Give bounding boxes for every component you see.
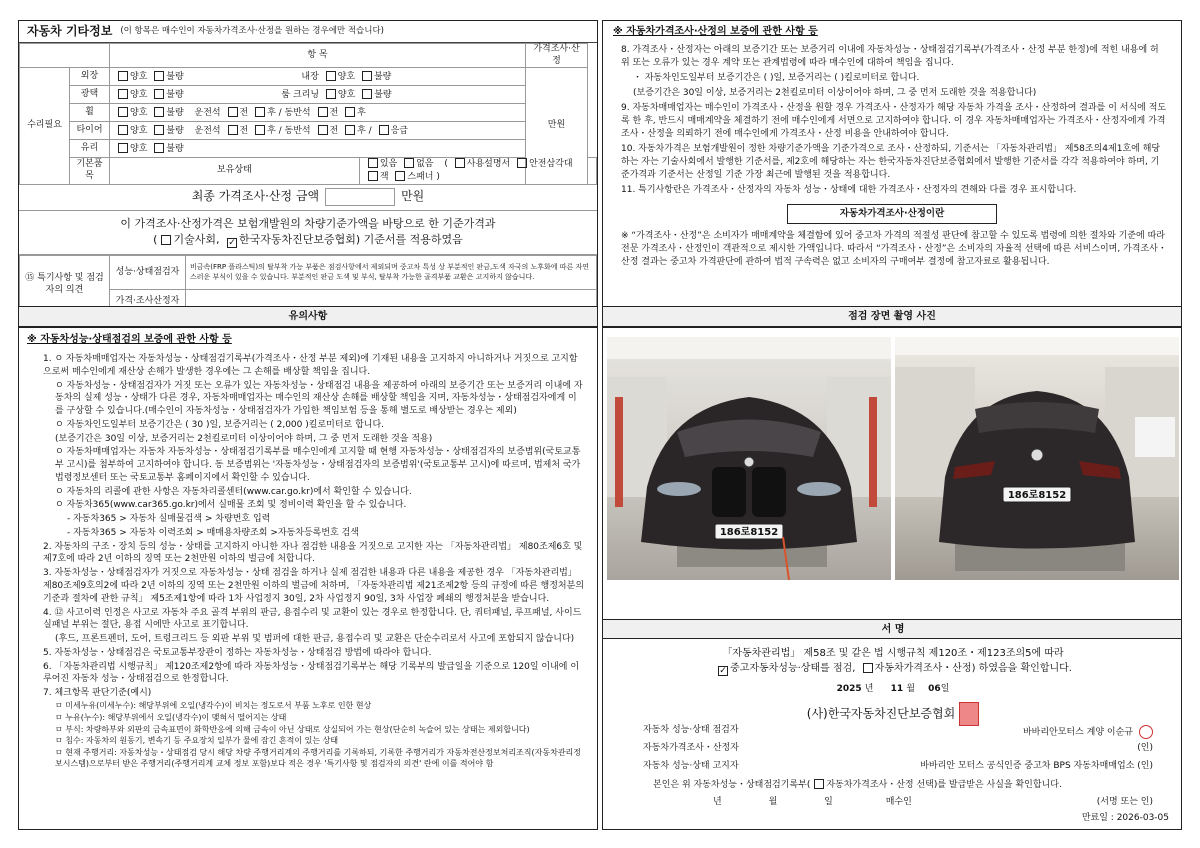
inspection-photos [603,337,1182,582]
photo-sign-panel [602,306,1182,830]
criteria-item: ㅁ 침수: 자동차의 원동기, 변속기 등 주요장치 일부가 물에 잠긴 흔적이 있는 상태 [55,736,339,746]
sign-header: 서 명 [603,619,1182,639]
checkbox[interactable] [161,235,171,245]
warranty-item: ・ 자동차인도일부터 보증기간은 ( )일, 보증거리는 ( )킬로미터로 합니다. [633,73,920,84]
note-item: 3. 자동차성능・상태점검자가 거짓으로 자동차성능・상태 점검을 하거나 실제 점검한 내용과 다른 내용을 제공한 경우 「자동차관리법」 제80조제9호의2에 따라 2년 이하의 징역 또는 2천만원 이하의 벌금에 처하며, 「자동차관리법 제21조제2항 등의 규정에 따른 행정처분의 기준과 절차에 관한 규칙」 제5조제1항에 따라 1차 사업정지 30일, 2차 사업정지 90일, 3차 사업장 폐쇄의 행정처분을 받습니다. [43,568,585,604]
price-checker-label: 가격·조사산정자 [110,290,186,314]
perf-checker-opinion: 비금속(FRP 플라스틱)의 탈부착 가능 부품은 점검사항에서 제외되며 중고차 특성 상 부분적인 판금,도색 자국의 노후화에 따른 자연스러운 부식이 있을 수 있습니다. 부분적인 판금 도색 및 부식, 탈부착 가능한 골격부품 교환은 고지하지 않습니다. [186,256,597,290]
checkbox[interactable] [863,663,873,673]
criteria-item: ㅁ 누유(누수): 해당부위에서 오일(냉각수)이 맺혀서 떨어지는 상태 [55,712,287,722]
photo-header: 점검 장면 촬영 사진 [603,307,1181,327]
car-rear-image [895,337,1179,580]
wheel-row: 양호 불량 운전석 전 후 / 동반석 전 후 [110,104,526,122]
checkbox[interactable] [228,107,238,117]
note-item: 4. ⑫ 사고이력 인정은 사고로 자동차 주요 골격 부위의 판금, 용접수리 및 교환이 있는 경우로 한정합니다. 단, 쿼터패널, 루프패널, 사이드실패널 부위는 절단, 용접 시에만 사고로 표기합니다. [43,607,582,631]
expire-date: 만료일 : 2026-03-05 [1081,813,1169,824]
special-notes-label: ⑮ 특기사항 및 점검자의 의견 [20,256,110,314]
warranty-item: 11. 특기사항란은 가격조사・산정자의 자동차 성능・상태에 대한 가격조사・산정자의 견해와 다를 경우 표시합니다. [621,185,1077,196]
org-stamp-icon [959,702,979,726]
confirm-row: 본인은 위 자동차성능・상태점검기록부( 자동차가격조사・산정 선택)를 발급받은 사실을 확인합니다. [653,780,1062,790]
buyer-row: 년 월 일 매수인 (서명 또는 인) [713,797,1153,807]
note-item: - 자동차365 > 자동차 이력조회 > 매매용차량조회 >자동차등록번호 검색 [67,527,359,538]
checkbox[interactable] [368,171,378,181]
notes-header: 유의사항 [19,307,597,327]
gloss-label: 광택 [70,86,110,104]
checkbox[interactable] [517,158,527,168]
criteria-item: ㅁ 미세누유(미세누수): 해당부위에 오일(냉각수)이 비치는 정도로서 부품 노후로 인한 현상 [55,700,372,710]
note-item: ㅇ 자동차의 리콜에 관한 사항은 자동차리콜센터(www.car.go.kr)에서 확인할 수 있습니다. [55,486,412,497]
glass-row: 양호 불량 [110,140,526,158]
other-info-title-row [19,21,597,43]
checkbox[interactable] [118,107,128,117]
notes-title: ※ 자동차성능·상태점검의 보증에 관한 사항 등 [27,334,232,345]
basic-items-label: 기본품목 [70,158,110,184]
note-item: - 자동차365 > 자동차 실매물검색 > 차량번호 입력 [67,514,271,525]
repair-table [19,43,597,185]
checkbox[interactable] [345,125,355,135]
checkbox[interactable] [395,171,405,181]
tire-row: 양호 불량 운전석 전 후 / 동반석 전 후 / 응급 [110,122,526,140]
price-warranty-title: ※ 자동차가격조사·산정의 보증에 관한 사항 등 [613,26,818,37]
wheel-label: 휠 [70,104,110,122]
other-info-subtitle: (이 항목은 매수인이 자동차가격조사·산정을 원하는 경우에만 적습니다) [120,25,384,36]
price-basis [19,211,597,255]
sign-org: (사)한국자동차진단보증협회 [603,702,1182,726]
price-unit-won: 만원 [525,68,587,184]
notes-panel [18,306,598,830]
front-plate-text: 186로8152 [719,527,779,538]
interior-label: 내장 [301,71,319,82]
col-item-header: 항 목 [110,44,526,68]
note-item: 5. 자동차성능・상태점검은 국토교통부장관이 정하는 자동차성능・상태점검 방법에 따라야 합니다. [43,647,432,658]
criteria-item: ㅁ 현재 주행거리: 자동차성능・상태점검 당시 해당 차량 주행거리계의 주행거리를 기록하되, 기록한 주행거리가 자동차전산정보처리조직(자동차관리정보시스템)으로부터 받은 주행거리(주행거리계 교체 정보 포함)보다 적은 경우 '특기사항 및 점검자의 의견' 란에 이를 적어야 함 [55,748,582,768]
basis-line1: 이 가격조사·산정가격은 보험개발원의 차량기준가액을 바탕으로 한 기준가격과 [120,216,496,230]
warranty-item: 9. 자동차매매업자는 매수인이 가격조사・산정을 원할 경우 가격조사・산정자가 해당 자동차 가격을 조사・산정하여 결과를 이 서식에 적도록 한 후, 반드시 매매계약을 체결하기 전에 매수인에게 서면으로 고지하여야 합니다. 이 경우 자동차매매업자는 가격조사・산정자에게 가격조사・산정을 의뢰하기 전에 매수인에게 가격조사・산정 비용을 안내하여야 합니다. [621,103,1167,140]
perf-checker-label: 성능·상태점검자 [110,256,186,290]
final-price-row [19,185,597,211]
note-item: ㅇ 자동차성능・상태점검자가 거짓 또는 오류가 있는 자동차성능・상태점검 내용을 제공하여 아래의 보증기간 또는 보증거리 이내에 자동차의 실제 성능・상태가 다른 경우, 자동차매매업자는 매수인의 재산상 손해를 배상할 책임을 지며, 자동차성능・상태점검자에게 이를 구상할 수 있습니다.(매수인이 자동차성능・상태점검자가 가입한 책임보험 등을 통해 별도로 배상받는 경우는 제외) [55,380,583,417]
checkbox[interactable] [368,158,378,168]
car-rear-photo [895,337,1179,580]
perf-checker-row: 자동차 성능·상태 점검자 바바리안모터스 계양 이순규 [643,725,1163,737]
final-price-label: 최종 가격조사·산정 금액 [191,189,320,204]
note-item: (후드, 프론트펜더, 도어, 트렁크리드 등 외판 부위 및 범퍼에 대한 판금, 용접수리 및 교환은 단순수리로서 사고에 포함되지 않습니다) [55,634,575,645]
warranty-item: 8. 가격조사・산정자는 아래의 보증기간 또는 보증거리 이내에 자동차성능・상태점검기록부(가격조사・산정 부분 한정)에 적힌 내용에 허위 또는 오류가 있는 경우 계약 또는 관계법령에 따라 매수인에 대하여 책임을 집니다. [621,45,1159,69]
checkbox[interactable] [362,89,372,99]
checkbox[interactable] [118,89,128,99]
col-price-header: 가격조사·산정 [525,44,587,68]
note-item: 2. 자동차의 구조・장치 등의 성능・상태를 고지하지 아니한 자나 점검한 내용을 거짓으로 고지한 자는 「자동차관리법」 제80조제6호 및 제7호에 따라 2년 이하의 징역 또는 2천만원 이하의 벌금에 처합니다. [43,541,583,565]
price-warranty-panel [602,20,1182,328]
checkbox[interactable] [255,107,265,117]
note-item: ㅇ 자동차인도일부터 보증기간은 ( 30 )일, 보증거리는 ( 2,000 )킬로미터로 합니다. [55,419,385,430]
checkbox[interactable] [118,143,128,153]
exterior-label: 외장 [70,68,110,86]
rear-plate-text: 186로8152 [1007,490,1067,501]
warranty-item: 10. 자동차가격은 보험개발원이 정한 차량기준가액을 기준가격으로 조사・산정하되, 기준서는 「자동차관리법」 제58조의4제1호에 해당하는 자는 기술사회에서 발행한 기준서를, 제2호에 해당하는 자는 한국자동차진단보증협회에서 발행한 기준서를 각각 적용하여야 하며, 기준가격과 기준서는 산정일 기준 가장 최근에 발행된 것을 적용합니다. [621,144,1161,181]
checkbox[interactable] [154,107,164,117]
checkbox-checked[interactable]: ✓ [719,666,727,676]
gloss-row: 양호 불량 룸 크리닝 양호 불량 [110,86,526,104]
vehicle-other-info-panel [18,20,598,328]
repair-needed-label: 수리필요 [20,68,70,184]
checkbox[interactable] [154,89,164,99]
checkbox[interactable] [318,107,328,117]
notifier-row: 자동차 성능·상태 고지자 바바리안 모터스 공식인증 중고차 BPS 자동차매매업소 (인) [643,761,1153,771]
note-item: (보증기간은 30일 이상, 보증거리는 2천킬로미터 이상이어야 하며, 그 중 먼저 도래한 것을 적용) [55,433,433,444]
exterior-row: 양호 불량 내장 양호 불량 [110,68,526,86]
sign-line2: ✓ 중고자동차성능·상태를 점검, 자동차가격조사・산정) 하였음을 확인합니다. [719,663,1072,676]
price-checker-row: 자동차가격조사・산정자 (인) [643,743,1153,753]
checkbox[interactable] [154,71,164,81]
checkbox[interactable] [318,125,328,135]
checkbox[interactable] [255,125,265,135]
checkbox[interactable] [362,71,372,81]
checkbox[interactable] [404,158,414,168]
basic-items-row: 있음 없음 ( 사용설명서 안전삼각대 잭 스패너 ) [359,158,587,184]
final-price-input[interactable] [325,188,395,206]
checkbox[interactable] [326,89,336,99]
checkbox[interactable] [154,143,164,153]
note-item: 1. ㅇ 자동차매매업자는 자동차성능・상태점검기록부(가격조사・산정 부분 제외)에 기재된 내용을 고지하지 아니하거나 거짓으로 고지함으로써 매수인에게 재산상 손해가 발생한 경우에는 그 손해를 배상할 책임을 집니다. [43,354,578,377]
checkbox[interactable] [379,125,389,135]
checkbox-checked[interactable]: ✓ [228,238,236,249]
sign-section [603,643,1182,726]
checkbox[interactable] [118,71,128,81]
sign-line1: 「자동차관리법」 제58조 및 같은 법 시행규칙 제120조・제123조의5에 따라 [722,648,1064,659]
checkbox[interactable] [228,125,238,135]
car-front-photo [607,337,891,580]
note-item: 6. 「자동차관리법 시행규칙」 제120조제2항에 따라 자동차성능・상태점검기록부는 해당 기록부의 발급일을 기준으로 120일 이내에 이루어진 자동차 성능・상태점검으로 한정합니다. [43,661,580,685]
checkbox[interactable] [154,125,164,135]
price-definition-text: ※ “가격조사・산정”은 소비자가 매매계약을 체결함에 있어 중고차 가격의 적절성 판단에 참고할 수 있도록 법령에 의한 절차와 기준에 따라 전문 가격조사・산정인이 객관적으로 제시한 가액입니다. 따라서 “가격조사・산정”은 소비자의 자율적 선택에 따른 서비스이며, 가격조사・산정 결과는 중고차 가격판단에 관하여 법적 구속력은 없고 소비자의 구매여부 결정에 참고자료로 활용됩니다. [621,230,1167,267]
note-item: ㅇ 자동차365(www.car365.go.kr)에서 실매물 조회 및 정비이력 확인을 할 수 있습니다. [55,500,407,511]
possession-label: 보유상태 [110,158,360,184]
tire-label: 타이어 [70,122,110,140]
seal-icon [1139,725,1153,739]
price-warranty-list [603,44,1181,198]
checkbox[interactable] [345,107,355,117]
warranty-item: (보증기간은 30일 이상, 보증거리는 2천킬로미터 이상이어야 하며, 그 중 먼저 도래한 것을 적용합니다) [633,88,1037,99]
basis-line2: ( 기술사회, ✓ 한국자동차진단보증협회) 기준서를 적용하였음 [153,233,463,249]
other-info-title: 자동차 기타정보 [27,23,113,38]
final-price-unit: 만원 [401,189,425,204]
room-cleaning-label: 룸 크리닝 [281,89,320,100]
checkbox[interactable] [118,125,128,135]
note-item: ㅇ 자동차매매업자는 자동차 자동차성능・상태점검기록부를 매수인에게 고지할 때 현행 자동차성능・상태점검자의 보증범위(국토교통부 고시)를 첨부하여 고지하여야 합니다. 동 보증범위는 '자동차성능・상태점검자의 보증범위'(국토교통부 고시)에 따르며, 법제처 국가법령정보센터 또는 국토교통부 홈페이지에서 확인할 수 있습니다. [55,447,581,483]
glass-label: 유리 [70,140,110,158]
note-item: 7. 체크항목 판단기준(예시) [43,688,152,699]
checkbox[interactable] [455,158,465,168]
criteria-item: ㅁ 부식: 차량하부와 외판의 금속표면이 화학반응에 의해 금속이 아닌 상태로 상실되어 가는 현상(단순히 녹슬어 있는 상태는 제외합니다) [55,724,530,734]
buyer-signature[interactable]: (서명 또는 인) [1096,797,1153,807]
price-definition-title: 자동차가격조사·산정이란 [787,204,997,224]
checkbox[interactable] [326,71,336,81]
sign-date: 2025 년 11 월 06일 [836,684,950,694]
car-front-image [607,337,891,580]
notes-list [19,353,597,770]
checkbox[interactable] [814,779,824,789]
